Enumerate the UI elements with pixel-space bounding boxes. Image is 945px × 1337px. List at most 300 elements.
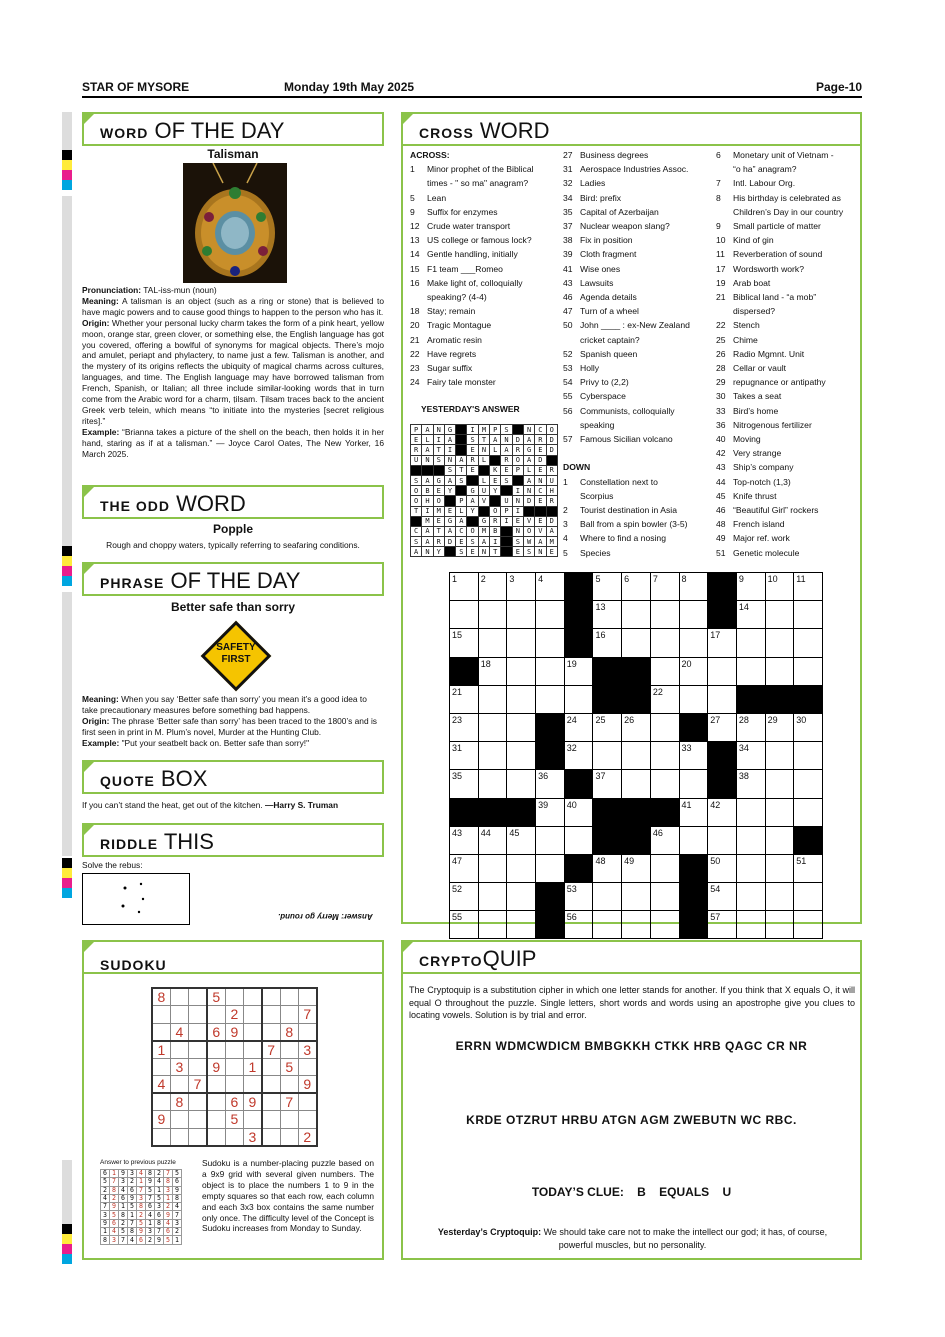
crossword-cell[interactable]: 13 [593, 601, 622, 629]
crossword-cell[interactable] [736, 911, 765, 939]
sudoku-cell[interactable]: 5 [280, 1058, 298, 1076]
sudoku-cell[interactable] [298, 1023, 316, 1041]
crossword-cell[interactable] [765, 911, 794, 939]
crossword-cell[interactable] [650, 629, 679, 657]
crossword-cell[interactable]: 24 [564, 713, 593, 741]
crossword-cell[interactable] [564, 826, 593, 854]
crossword-cell[interactable] [765, 826, 794, 854]
sudoku-cell[interactable]: 7 [262, 1041, 280, 1059]
crossword-cell[interactable]: 8 [679, 573, 708, 601]
sudoku-cell[interactable] [243, 1111, 261, 1129]
clue-text: Intl. Labour Org. [733, 178, 796, 189]
crossword-cell[interactable] [593, 826, 622, 854]
sudoku-cell[interactable] [152, 1093, 170, 1111]
sudoku-answer-cell: 4 [101, 1194, 110, 1202]
crossword-cell[interactable] [478, 601, 507, 629]
crossword-cell[interactable] [564, 601, 593, 629]
clue-text: Knife thrust [733, 490, 777, 501]
crossword-cell[interactable]: 37 [593, 770, 622, 798]
sudoku-cell[interactable] [298, 1111, 316, 1129]
crossword-cell[interactable] [708, 601, 737, 629]
crossword-cell[interactable] [708, 573, 737, 601]
answer-cell: A [523, 455, 534, 465]
sudoku-cell[interactable]: 5 [207, 988, 225, 1006]
sudoku-answer-cell: 9 [164, 1211, 173, 1219]
crossword-cell[interactable]: 33 [679, 742, 708, 770]
sudoku-answer-cell: 8 [110, 1186, 119, 1194]
crossword-cell[interactable]: 18 [478, 657, 507, 685]
crossword-cell[interactable] [622, 883, 651, 911]
sudoku-cell[interactable]: 8 [280, 1023, 298, 1041]
crossword-cell[interactable] [765, 601, 794, 629]
sudoku-cell[interactable] [298, 988, 316, 1006]
crossword-cell[interactable] [564, 854, 593, 882]
crossword-cell[interactable]: 26 [622, 713, 651, 741]
crossword-cell[interactable] [450, 657, 479, 685]
answer-cell: E [456, 537, 467, 547]
crossword-cell[interactable]: 25 [593, 713, 622, 741]
sudoku-cell[interactable]: 5 [225, 1111, 243, 1129]
clue-number: 28 [716, 363, 726, 374]
crossword-cell[interactable] [622, 798, 651, 826]
crossword-cell[interactable] [593, 911, 622, 939]
crossword-cell[interactable]: 56 [564, 911, 593, 939]
sudoku-cell[interactable] [243, 1006, 261, 1024]
sudoku-cell[interactable]: 7 [280, 1093, 298, 1111]
crossword-cell[interactable] [650, 657, 679, 685]
clue-item [563, 205, 713, 219]
clue-text: Ball from a spin bowler (3-5) [580, 519, 688, 530]
answer-cell: N [523, 486, 534, 496]
crossword-cell[interactable] [794, 911, 823, 939]
sudoku-cell[interactable] [207, 1128, 225, 1146]
sudoku-cell[interactable] [225, 1058, 243, 1076]
answer-cell [546, 455, 557, 465]
crossword-cell[interactable] [765, 854, 794, 882]
crossword-cell[interactable] [622, 601, 651, 629]
sudoku-cell[interactable] [207, 1041, 225, 1059]
crossword-cell[interactable] [622, 742, 651, 770]
sudoku-answer-cell: 1 [173, 1236, 182, 1244]
crossword-cell[interactable]: 55 [450, 911, 479, 939]
sudoku-cell[interactable] [207, 1076, 225, 1094]
sudoku-cell[interactable] [152, 1023, 170, 1041]
sudoku-answer-cell: 7 [164, 1170, 173, 1178]
crossword-cell[interactable] [450, 798, 479, 826]
answer-cell [422, 465, 433, 475]
crossword-cell[interactable] [765, 770, 794, 798]
clue-text: Major ref. work [733, 533, 790, 544]
answer-cell: B [490, 526, 501, 536]
sudoku-cell[interactable]: 8 [152, 988, 170, 1006]
crossword-cell[interactable] [708, 770, 737, 798]
crossword-cell[interactable]: 35 [450, 770, 479, 798]
clue-text: Kind of gin [733, 235, 774, 246]
sudoku-cell[interactable] [189, 1058, 207, 1076]
sudoku-cell[interactable]: 4 [170, 1023, 188, 1041]
crossword-cell[interactable] [536, 854, 565, 882]
sudoku-cell[interactable]: 9 [225, 1023, 243, 1041]
crossword-cell[interactable] [650, 911, 679, 939]
clue-number: 42 [716, 448, 726, 459]
crossword-cell[interactable] [478, 911, 507, 939]
crossword-cell[interactable] [679, 911, 708, 939]
crossword-cell[interactable] [679, 854, 708, 882]
sudoku-cell[interactable] [225, 1041, 243, 1059]
sudoku-cell[interactable]: 3 [298, 1041, 316, 1059]
crossword-cell[interactable]: 4 [536, 573, 565, 601]
crossword-cell[interactable] [765, 685, 794, 713]
sudoku-answer-cell: 3 [128, 1170, 137, 1178]
answer-cell: N [433, 425, 444, 435]
clue-text: Moving [733, 434, 761, 445]
crossword-cell[interactable]: 20 [679, 657, 708, 685]
crossword-cell[interactable] [450, 601, 479, 629]
crossword-cell[interactable]: 47 [450, 854, 479, 882]
sudoku-cell[interactable]: 9 [243, 1093, 261, 1111]
talisman-image [183, 163, 287, 283]
crossword-cell[interactable] [593, 883, 622, 911]
crossword-cell[interactable] [736, 657, 765, 685]
clue-text: Suffix for enzymes [427, 206, 498, 217]
crossword-cell[interactable] [622, 629, 651, 657]
crossword-cell[interactable]: 31 [450, 742, 479, 770]
clue-text: Agenda details [580, 292, 637, 303]
crossword-cell[interactable] [794, 629, 823, 657]
crossword-cell[interactable] [622, 826, 651, 854]
sudoku-cell[interactable] [262, 1058, 280, 1076]
crossword-cell[interactable]: 29 [765, 713, 794, 741]
crossword-cell[interactable] [478, 798, 507, 826]
crossword-cell[interactable] [736, 629, 765, 657]
crossword-cell[interactable] [794, 657, 823, 685]
sudoku-cell[interactable] [189, 1093, 207, 1111]
answer-cell: A [501, 445, 512, 455]
crossword-cell[interactable] [478, 883, 507, 911]
crossword-cell[interactable]: 2 [478, 573, 507, 601]
crossword-cell[interactable] [536, 657, 565, 685]
crossword-cell[interactable] [650, 713, 679, 741]
crossword-cell[interactable]: 42 [708, 798, 737, 826]
crossword-cell[interactable] [507, 883, 536, 911]
crossword-cell[interactable] [622, 770, 651, 798]
sudoku-cell[interactable] [262, 1076, 280, 1094]
crossword-cell[interactable]: 49 [622, 854, 651, 882]
crossword-cell[interactable]: 53 [564, 883, 593, 911]
sudoku-cell[interactable] [280, 1076, 298, 1094]
crossword-cell[interactable]: 46 [650, 826, 679, 854]
crossword-cell[interactable]: 54 [708, 883, 737, 911]
sudoku-cell[interactable] [280, 988, 298, 1006]
crossword-cell[interactable] [794, 883, 823, 911]
crossword-cell[interactable] [507, 685, 536, 713]
crossword-cell[interactable]: 17 [708, 629, 737, 657]
crossword-cell[interactable]: 19 [564, 657, 593, 685]
crossword-cell[interactable]: 40 [564, 798, 593, 826]
crossword-cell[interactable] [478, 685, 507, 713]
sudoku-answer-cell: 4 [119, 1186, 128, 1194]
crossword-cell[interactable] [478, 854, 507, 882]
crossword-cell[interactable] [794, 826, 823, 854]
crossword-cell[interactable] [765, 883, 794, 911]
crossword-cell[interactable]: 7 [650, 573, 679, 601]
crossword-cell[interactable] [622, 657, 651, 685]
crossword-cell[interactable]: 28 [736, 713, 765, 741]
sudoku-cell[interactable] [280, 1111, 298, 1129]
crossword-cell[interactable] [564, 573, 593, 601]
sudoku-cell[interactable]: 2 [298, 1128, 316, 1146]
sudoku-cell[interactable] [262, 1111, 280, 1129]
crossword-cell[interactable] [536, 911, 565, 939]
crossword-header: CROSS WORD [401, 112, 862, 146]
sudoku-cell[interactable] [225, 988, 243, 1006]
crossword-cell[interactable] [536, 826, 565, 854]
odd-word-definition: Rough and choppy waters, typically referring to seafaring conditions. [106, 540, 360, 550]
crossword-cell[interactable] [593, 742, 622, 770]
sudoku-answer-cell: 1 [137, 1178, 146, 1186]
crossword-cell[interactable]: 39 [536, 798, 565, 826]
sudoku-cell[interactable] [262, 1128, 280, 1146]
crossword-cell[interactable] [736, 685, 765, 713]
crossword-cell[interactable] [536, 742, 565, 770]
crossword-cell[interactable] [593, 798, 622, 826]
crossword-cell[interactable]: 38 [736, 770, 765, 798]
sudoku-cell[interactable] [243, 1023, 261, 1041]
answer-cell [478, 465, 489, 475]
crossword-cell[interactable]: 30 [794, 713, 823, 741]
crossword-cell[interactable]: 48 [593, 854, 622, 882]
clue-number: 37 [563, 221, 573, 232]
clue-item [563, 546, 713, 560]
sudoku-answer-cell: 1 [101, 1228, 110, 1236]
crossword-cell[interactable]: 3 [507, 573, 536, 601]
crossword-cell[interactable]: 5 [593, 573, 622, 601]
sudoku-cell[interactable] [225, 1128, 243, 1146]
sudoku-cell[interactable]: 3 [243, 1128, 261, 1146]
sudoku-cell[interactable] [243, 1041, 261, 1059]
crossword-cell[interactable] [650, 798, 679, 826]
sudoku-cell[interactable]: 7 [189, 1076, 207, 1094]
crossword-cell[interactable] [679, 685, 708, 713]
crossword-cell[interactable] [679, 601, 708, 629]
crossword-cell[interactable] [679, 770, 708, 798]
crossword-cell[interactable] [708, 685, 737, 713]
crossword-cell[interactable] [507, 854, 536, 882]
crossword-cell[interactable]: 41 [679, 798, 708, 826]
sudoku-cell[interactable]: 6 [225, 1093, 243, 1111]
sudoku-cell[interactable] [170, 1076, 188, 1094]
clue-item [563, 262, 713, 276]
sudoku-cell[interactable] [189, 1023, 207, 1041]
crossword-cell[interactable] [650, 742, 679, 770]
crossword-cell[interactable]: 50 [708, 854, 737, 882]
answer-cell: M [433, 506, 444, 516]
crossword-cell[interactable]: 21 [450, 685, 479, 713]
clue-item [563, 489, 713, 503]
sudoku-cell[interactable] [262, 1023, 280, 1041]
crossword-cell[interactable]: 44 [478, 826, 507, 854]
sudoku-cell[interactable] [262, 1006, 280, 1024]
crossword-cell[interactable] [736, 854, 765, 882]
crossword-cell[interactable]: 9 [736, 573, 765, 601]
answer-cell [444, 547, 455, 557]
crossword-cell[interactable] [650, 770, 679, 798]
crossword-cell[interactable]: 15 [450, 629, 479, 657]
answer-cell [456, 486, 467, 496]
sudoku-cell[interactable] [243, 1076, 261, 1094]
crossword-cell[interactable] [507, 770, 536, 798]
sudoku-answer-cell: 8 [119, 1211, 128, 1219]
sudoku-cell[interactable]: 2 [225, 1006, 243, 1024]
crossword-cell[interactable] [650, 883, 679, 911]
crossword-cell[interactable] [679, 713, 708, 741]
crossword-cell[interactable] [536, 883, 565, 911]
sudoku-cell[interactable] [298, 1058, 316, 1076]
crossword-cell[interactable] [622, 911, 651, 939]
sudoku-cell[interactable] [170, 1128, 188, 1146]
crossword-cell[interactable] [765, 657, 794, 685]
sudoku-cell[interactable] [207, 1111, 225, 1129]
crossword-cell[interactable]: 32 [564, 742, 593, 770]
sudoku-cell[interactable] [170, 1006, 188, 1024]
sudoku-cell[interactable] [189, 988, 207, 1006]
crossword-cell[interactable] [564, 629, 593, 657]
crossword-cell[interactable]: 10 [765, 573, 794, 601]
answer-cell [546, 506, 557, 516]
sudoku-cell[interactable]: 9 [152, 1111, 170, 1129]
crossword-cell[interactable] [507, 601, 536, 629]
crossword-cell[interactable] [736, 883, 765, 911]
crossword-cell[interactable] [736, 798, 765, 826]
sudoku-answer-cell: 9 [173, 1186, 182, 1194]
crossword-cell[interactable] [564, 770, 593, 798]
sudoku-cell[interactable]: 8 [170, 1093, 188, 1111]
crossword-cell[interactable]: 57 [708, 911, 737, 939]
crossword-cell[interactable] [794, 770, 823, 798]
crossword-cell[interactable]: 1 [450, 573, 479, 601]
crossword-cell[interactable] [708, 657, 737, 685]
answer-cell: O [490, 506, 501, 516]
crossword-cell[interactable] [765, 798, 794, 826]
sudoku-cell[interactable]: 7 [298, 1006, 316, 1024]
crossword-cell[interactable] [564, 685, 593, 713]
sudoku-cell[interactable] [189, 1128, 207, 1146]
crossword-cell[interactable] [478, 713, 507, 741]
crossword-cell[interactable]: 16 [593, 629, 622, 657]
answer-cell: N [478, 445, 489, 455]
sudoku-cell[interactable] [152, 1006, 170, 1024]
crossword-cell[interactable] [593, 685, 622, 713]
crossword-cell[interactable] [794, 798, 823, 826]
sudoku-cell[interactable]: 4 [152, 1076, 170, 1094]
crossword-cell[interactable] [507, 629, 536, 657]
crossword-cell[interactable] [507, 798, 536, 826]
crossword-cell[interactable] [536, 601, 565, 629]
crossword-cell[interactable] [507, 911, 536, 939]
crossword-cell[interactable]: 6 [622, 573, 651, 601]
crossword-cell[interactable] [650, 854, 679, 882]
crossword-cell[interactable]: 43 [450, 826, 479, 854]
sudoku-cell[interactable] [207, 1006, 225, 1024]
sudoku-cell[interactable] [207, 1093, 225, 1111]
crossword-cell[interactable]: 36 [536, 770, 565, 798]
crossword-cell[interactable]: 23 [450, 713, 479, 741]
sudoku-cell[interactable]: 9 [207, 1058, 225, 1076]
crossword-cell[interactable]: 11 [794, 573, 823, 601]
crossword-cell[interactable]: 45 [507, 826, 536, 854]
crossword-cell[interactable]: 52 [450, 883, 479, 911]
sudoku-cell[interactable] [225, 1076, 243, 1094]
sudoku-cell[interactable] [280, 1041, 298, 1059]
sudoku-cell[interactable] [262, 1093, 280, 1111]
crossword-cell[interactable] [650, 601, 679, 629]
crossword-cell[interactable] [708, 742, 737, 770]
crossword-cell[interactable]: 14 [736, 601, 765, 629]
sudoku-cell[interactable] [298, 1093, 316, 1111]
sudoku-cell[interactable] [170, 1111, 188, 1129]
crossword-cell[interactable] [536, 685, 565, 713]
crossword-cell[interactable] [478, 629, 507, 657]
crossword-cell[interactable]: 51 [794, 854, 823, 882]
crossword-cell[interactable] [622, 685, 651, 713]
sudoku-cell[interactable]: 6 [207, 1023, 225, 1041]
crossword-cell[interactable] [536, 629, 565, 657]
crossword-cell[interactable]: 34 [736, 742, 765, 770]
sudoku-cell[interactable] [152, 1128, 170, 1146]
sudoku-cell[interactable]: 1 [152, 1041, 170, 1059]
sudoku-cell[interactable] [280, 1128, 298, 1146]
sudoku-cell[interactable] [152, 1058, 170, 1076]
sudoku-cell[interactable] [170, 988, 188, 1006]
crossword-cell[interactable] [765, 742, 794, 770]
crossword-cell[interactable] [708, 826, 737, 854]
sudoku-cell[interactable] [280, 1006, 298, 1024]
crossword-cell[interactable]: 27 [708, 713, 737, 741]
crossword-cell[interactable]: 22 [650, 685, 679, 713]
crossword-cell[interactable] [679, 629, 708, 657]
sudoku-cell[interactable] [189, 1006, 207, 1024]
answer-cell: M [422, 516, 433, 526]
sudoku-cell[interactable]: 1 [243, 1058, 261, 1076]
crossword-cell[interactable] [679, 826, 708, 854]
crossword-cell[interactable] [507, 742, 536, 770]
sudoku-cell[interactable] [262, 988, 280, 1006]
sudoku-cell[interactable]: 3 [170, 1058, 188, 1076]
answer-cell: I [512, 486, 523, 496]
crossword-cell[interactable] [679, 883, 708, 911]
crossword-cell[interactable] [507, 657, 536, 685]
crossword-cell[interactable] [593, 657, 622, 685]
crossword-cell[interactable] [794, 601, 823, 629]
sudoku-cell[interactable] [170, 1041, 188, 1059]
crossword-cell[interactable] [536, 713, 565, 741]
crossword-cell[interactable] [736, 826, 765, 854]
answer-cell: U [478, 486, 489, 496]
sudoku-cell[interactable] [243, 988, 261, 1006]
crossword-cell[interactable] [478, 742, 507, 770]
sudoku-cell[interactable] [189, 1041, 207, 1059]
crossword-cell[interactable] [794, 742, 823, 770]
crossword-cell[interactable] [478, 770, 507, 798]
crossword-cell[interactable] [765, 629, 794, 657]
crossword-cell[interactable] [794, 685, 823, 713]
clue-text: Fairy tale monster [427, 377, 496, 388]
clue-item [410, 333, 560, 347]
crossword-cell[interactable] [507, 713, 536, 741]
sudoku-cell[interactable] [189, 1111, 207, 1129]
clue-item [716, 418, 860, 432]
sudoku-cell[interactable]: 9 [298, 1076, 316, 1094]
